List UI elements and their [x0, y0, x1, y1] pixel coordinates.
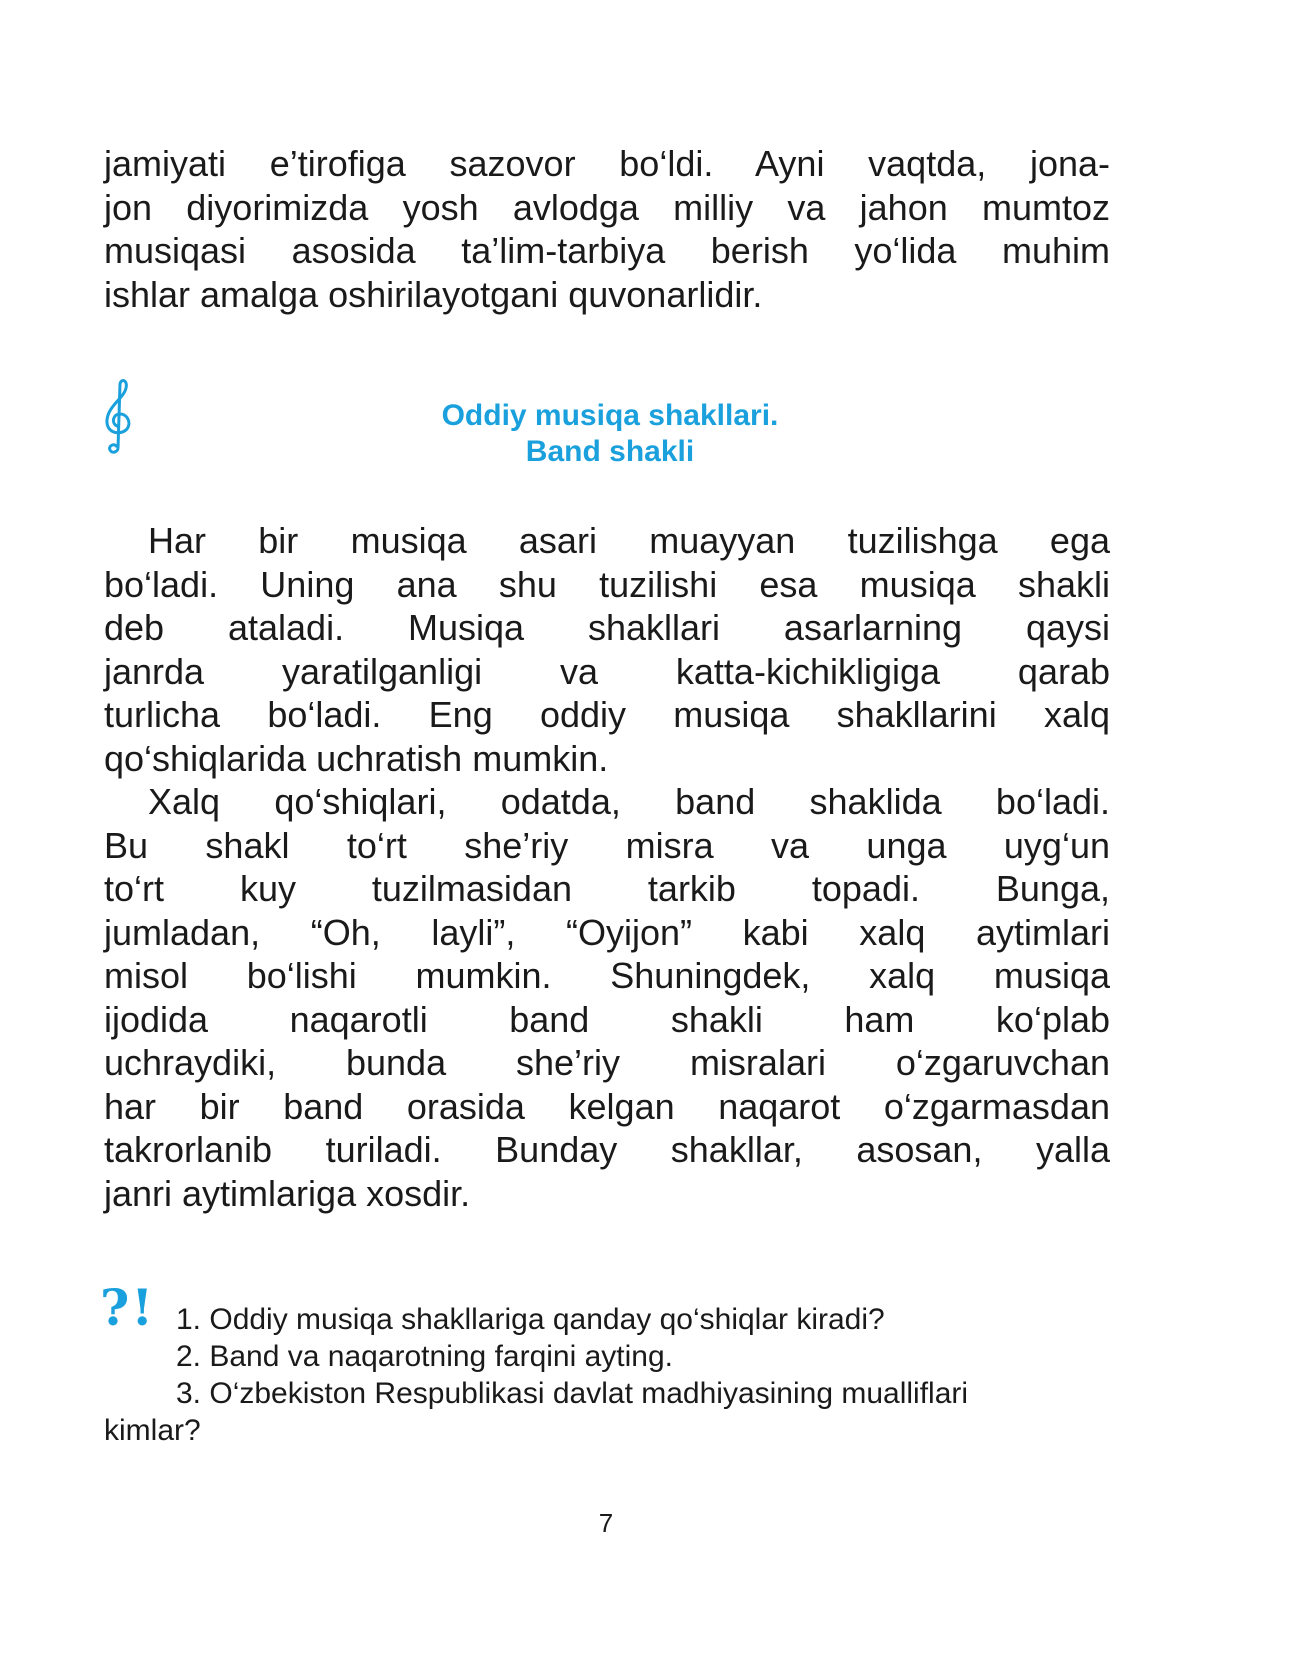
paragraph-line: uchraydiki, bunda she’riy misralari o‘zgaruvchan	[104, 1042, 1110, 1083]
paragraph-line: bo‘ladi. Uning ana shu tuzilishi esa musiqa shakli	[104, 563, 1110, 605]
section-heading	[280, 398, 940, 470]
page-number: 7	[598, 1508, 614, 1538]
paragraph-line: jon diyorimizda yosh avlodga milliy va jahon mumtoz	[104, 186, 1110, 228]
section-subtitle: Band shakli	[525, 435, 695, 468]
paragraph-line: Har bir musiqa asari muayyan tuzilishga ega	[148, 520, 1110, 561]
paragraph-line: Bu shakl to‘rt she’riy misra va unga uyg‘un	[104, 824, 1110, 866]
treble-clef-icon	[98, 376, 138, 456]
body-paragraph-2	[104, 780, 1110, 1215]
intro-paragraph	[104, 142, 1110, 316]
paragraph-line: har bir band orasida kelgan naqarot o‘zgarmasdan	[104, 1085, 1110, 1127]
question-3: 3. O‘zbekiston Respublikasi davlat madhiyasining mualliflari	[176, 1377, 969, 1410]
paragraph-line: jamiyati e’tirofiga sazovor bo‘ldi. Ayni vaqtda, jona-	[104, 143, 1110, 184]
paragraph-line: to‘rt kuy tuzilmasidan tarkib topadi. Bunga,	[104, 868, 1110, 909]
paragraph-line: turlicha bo‘ladi. Eng oddiy musiqa shakllarini xalq	[104, 694, 1110, 735]
review-questions	[104, 1301, 1110, 1449]
paragraph-line: jumladan, “Oh, layli”, “Oyijon” kabi xalq aytimlari	[104, 911, 1110, 953]
paragraph-line: janrda yaratilganligi va katta-kichikligiga qarab	[104, 650, 1110, 692]
body-paragraph-1	[104, 519, 1110, 780]
paragraph-line: qo‘shiqlarida uchratish mumkin.	[104, 737, 609, 779]
paragraph-line: ijodida naqarotli band shakli ham ko‘plab	[104, 998, 1110, 1040]
paragraph-line: misol bo‘lishi mumkin. Shuningdek, xalq musiqa	[104, 955, 1110, 996]
section-title: Oddiy musiqa shakllari.	[441, 399, 779, 432]
question-exclamation-icon: ?!	[100, 1278, 156, 1337]
paragraph-line: Xalq qo‘shiqlari, odatda, band shaklida bo‘ladi.	[148, 781, 1110, 822]
question-2: 2. Band va naqarotning farqini ayting.	[176, 1340, 674, 1373]
paragraph-line: musiqasi asosida ta’lim-tarbiya berish yo‘lida muhim	[104, 230, 1110, 271]
paragraph-line: takrorlanib turiladi. Bunday shakllar, asosan, yalla	[104, 1129, 1110, 1170]
paragraph-line: janri aytimlariga xosdir.	[104, 1172, 471, 1214]
paragraph-line: ishlar amalga oshirilayotgani quvonarlidir.	[104, 273, 763, 315]
paragraph-line: deb ataladi. Musiqa shakllari asarlarning qaysi	[104, 607, 1110, 648]
question-3-continued: kimlar?	[104, 1414, 201, 1447]
question-1: 1. Oddiy musiqa shakllariga qanday qo‘shiqlar kiradi?	[176, 1303, 885, 1336]
